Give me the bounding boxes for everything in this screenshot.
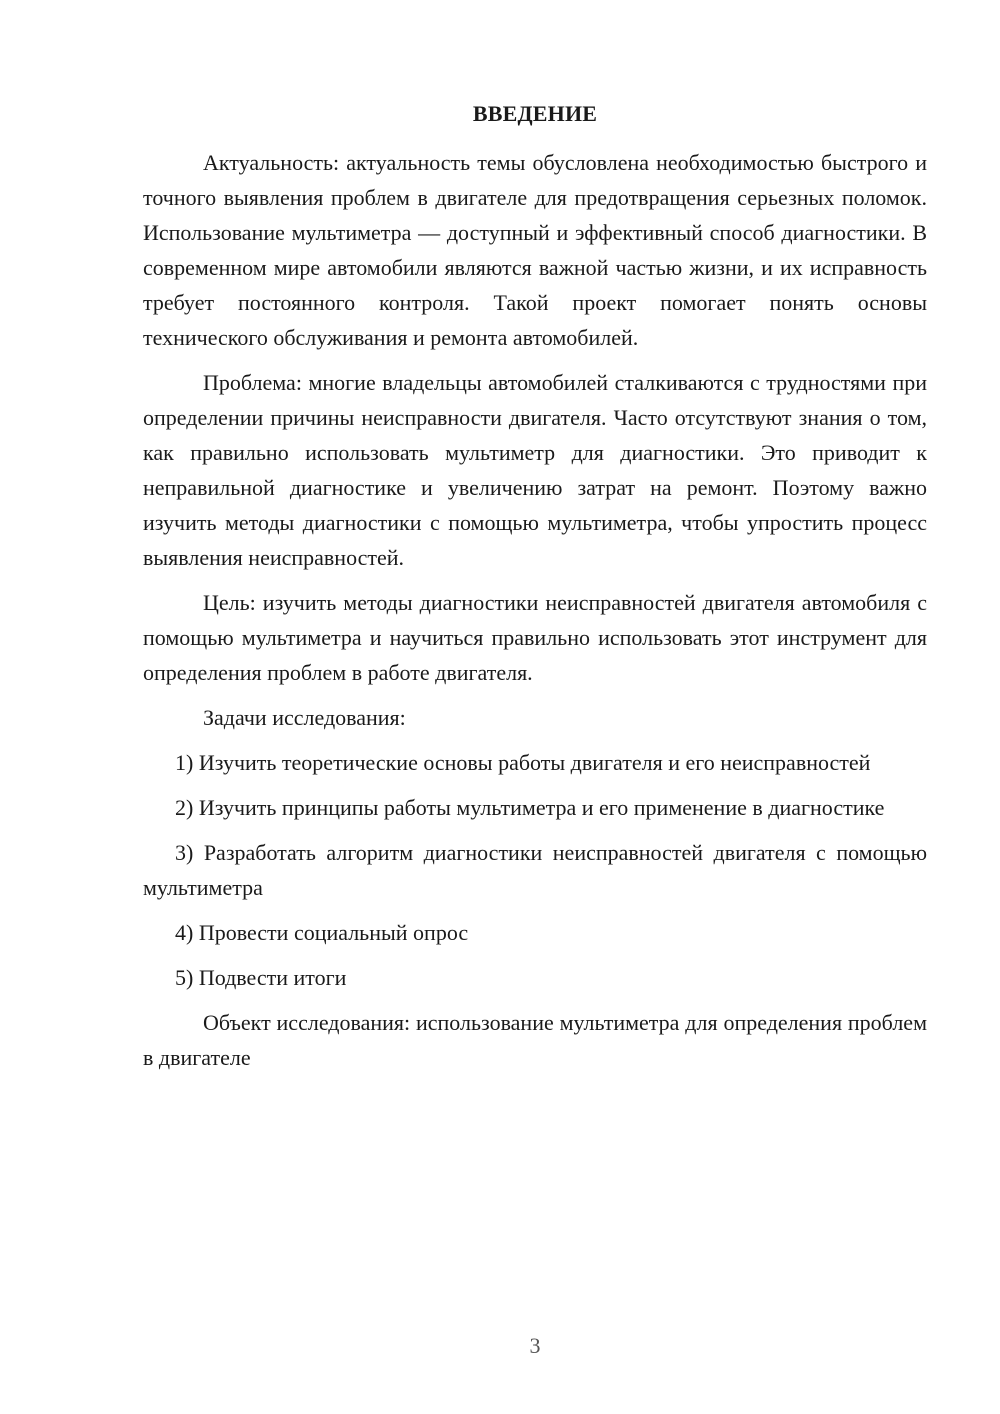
paragraph-relevance: Актуальность: актуальность темы обусловлена необходимостью быстрого и точного выявления проблем в двигателе для предотвращения серьезных поломок. Использование мультиметра — доступный и эффективный способ диагностики. В современном мире автомобили являются важной частью жизни, и их исправность требует постоянного контроля. Такой проект помогает понять основы технического обслуживания и ремонта автомобилей. [143, 150, 927, 350]
task-item-1: 1) Изучить теоретические основы работы двигателя и его неисправностей [175, 750, 871, 775]
page-number: 3 [529, 1333, 541, 1358]
task-item-5: 5) Подвести итоги [175, 965, 347, 990]
paragraph-problem: Проблема: многие владельцы автомобилей сталкиваются с трудностями при определении причины неисправности двигателя. Часто отсутствуют знания о том, как правильно использовать мультиметр для диагностики. Это приводит к неправильной диагностике и увеличению затрат на ремонт. Поэтому важно изучить методы диагностики с помощью мультиметра, чтобы упростить процесс выявления неисправностей. [143, 370, 927, 570]
task-item-4: 4) Провести социальный опрос [175, 920, 469, 945]
tasks-heading: Задачи исследования: [203, 705, 406, 730]
paragraph-goal: Цель: изучить методы диагностики неисправностей двигателя автомобиля с помощью мультиметра и научиться правильно использовать этот инструмент для определения проблем в работе двигателя. [143, 590, 927, 685]
document-page [143, 96, 927, 1085]
paragraph-object: Объект исследования: использование мультиметра для определения проблем в двигателе [143, 1010, 927, 1070]
task-item-2: 2) Изучить принципы работы мультиметра и его применение в диагностике [175, 795, 885, 820]
task-item-3: 3) Разработать алгоритм диагностики неисправностей двигателя с помощью мультиметра [143, 840, 927, 900]
page-title: ВВЕДЕНИЕ [472, 101, 598, 126]
